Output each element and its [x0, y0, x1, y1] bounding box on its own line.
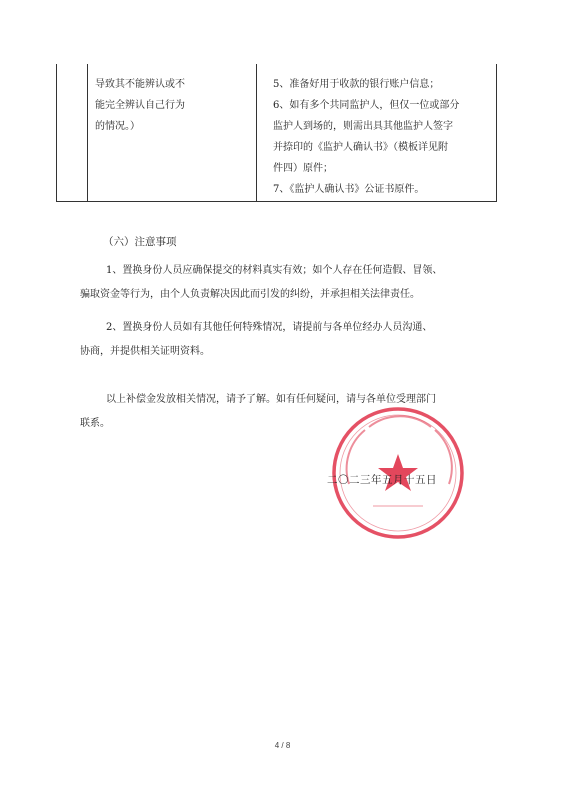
note-item-1	[80, 259, 500, 307]
cell-line: 7、《监护人确认书》公证书原件。	[273, 184, 425, 195]
cell-line: 能完全辨认自己行为	[95, 100, 185, 111]
paragraph-line: 联系。	[80, 418, 110, 429]
cell-line: 件四）原件；	[273, 163, 333, 174]
paragraph-line: 骗取资金等行为，由个人负责解决因此而引发的纠纷，并承担相关法律责任。	[80, 289, 420, 300]
cell-line: 的情况。）	[95, 121, 140, 132]
cell-line: 导致其不能辨认或不	[95, 79, 185, 90]
table-cell-materials	[273, 74, 493, 200]
cell-line: 5、准备好用于收款的银行账户信息；	[273, 79, 440, 90]
page-number: 4 / 8	[274, 741, 291, 750]
table-column-divider	[87, 64, 88, 201]
cell-line: 监护人到场的，则需出具其他监护人签字	[273, 121, 453, 132]
table-column-divider	[256, 64, 257, 201]
paragraph-line: 以上补偿金发放相关情况，请予了解。如有任何疑问，请与各单位受理部门	[106, 394, 436, 405]
requirements-table	[56, 64, 497, 202]
section-heading: （六）注意事项	[103, 236, 177, 248]
table-cell-description	[95, 74, 245, 137]
note-item-2	[80, 316, 500, 364]
paragraph-line: 协商，并提供相关证明资料。	[80, 346, 210, 357]
cell-line: 6、如有多个共同监护人，但仅一位或部分	[273, 100, 460, 111]
paragraph-line: 2、置换身份人员如有其他任何特殊情况，请提前与各单位经办人员沟通、	[106, 322, 433, 333]
cell-line: 并捺印的《监护人确认书》（模板详见附	[273, 142, 448, 153]
paragraph-line: 1、置换身份人员应确保提交的材料真实有效；如个人存在任何造假、冒领、	[106, 265, 443, 276]
issue-date: 二〇二三年五月十五日	[327, 474, 437, 486]
